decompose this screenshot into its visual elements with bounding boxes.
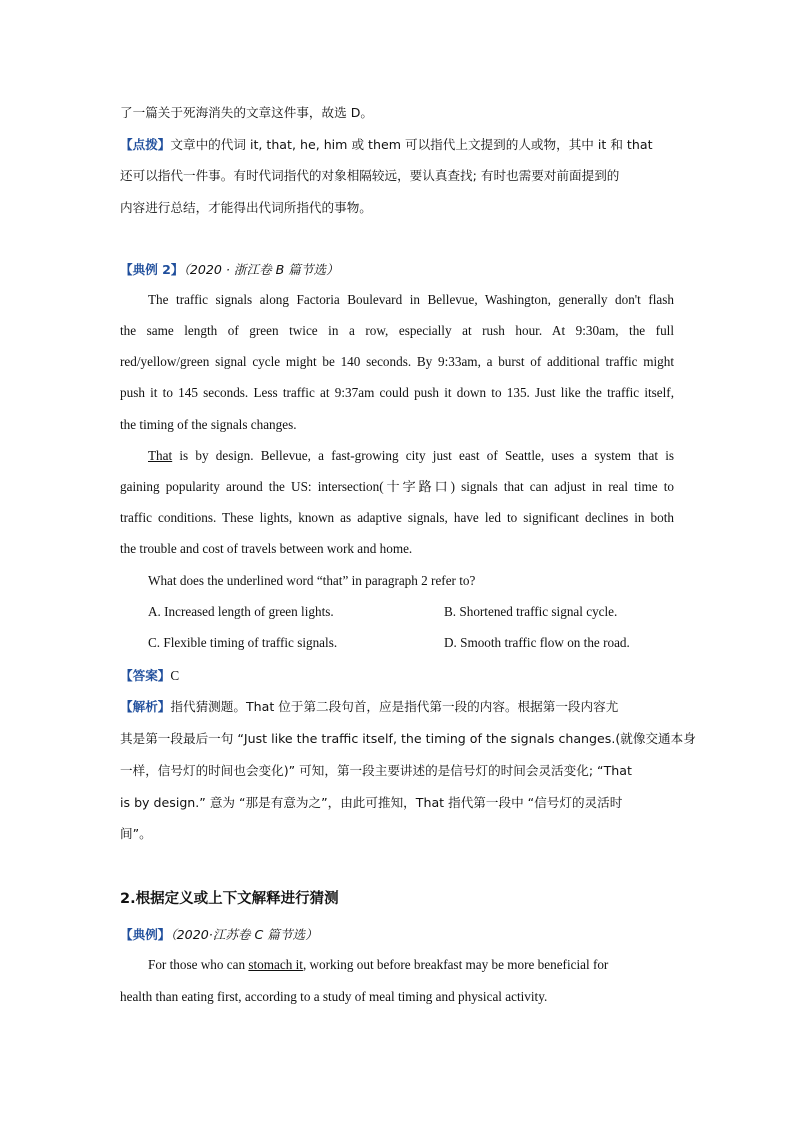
- section-heading: 2.根据定义或上下文解释进行猜测: [120, 891, 339, 907]
- example-header: [120, 926, 318, 944]
- example-text: For those who can: [148, 957, 249, 972]
- paragraph1-line: The traffic signals along Factoria Boulevard in Bellevue, Washington, generally don't flash: [148, 292, 674, 307]
- example-paragraph-line: health than eating first, according to a study of meal timing and physical activity.: [120, 989, 548, 1004]
- tip-text: 文章中的代词 it, that, he, him 或 them 可以指代上文提到的人或物，其中 it 和 that: [170, 137, 653, 152]
- paragraph2-line: the trouble and cost of travels between work and home.: [120, 541, 413, 556]
- paragraph2-text: is by design. Bellevue, a fast-growing city just east of Seattle, uses a system that is: [172, 448, 674, 463]
- text-line: 了一篇关于死海消失的文章这件事，故选 D。: [120, 105, 373, 120]
- example-tag: 【典例】: [120, 927, 171, 942]
- option-a: A. Increased length of green lights.: [148, 604, 334, 619]
- example-paragraph-line: [148, 956, 608, 974]
- analysis-line: 一样，信号灯的时间也会变化)” 可知，第一段主要讲述的是信号灯的时间会灵活变化; “That: [120, 763, 632, 778]
- underlined-word: That: [148, 448, 173, 463]
- analysis-line: [120, 698, 618, 716]
- paragraph2-line: [148, 447, 674, 465]
- answer-value: C: [170, 668, 180, 683]
- analysis-text: 指代猜测题。That 位于第二段句首，应是指代第一段的内容。根据第一段内容尤: [170, 699, 619, 714]
- tip-line: [120, 136, 653, 154]
- example-text: , working out before breakfast may be more beneficial for: [302, 957, 609, 972]
- tip-tag: 【点拨】: [120, 137, 171, 152]
- analysis-line: 间”。: [120, 826, 152, 841]
- option-d: D. Smooth traffic flow on the road.: [444, 635, 630, 650]
- answer-tag: 【答案】: [120, 668, 171, 683]
- example-source: （2020·江苏卷 C 篇节选）: [170, 927, 318, 942]
- analysis-tag: 【解析】: [120, 699, 171, 714]
- paragraph1-line: red/yellow/green signal cycle might be 140 seconds. By 9:33am, a burst of additional traffic might: [120, 354, 674, 369]
- analysis-line: is by design.” 意为 “那是有意为之”，由此可推知，That 指代第一段中 “信号灯的灵活时: [120, 795, 623, 810]
- example2-tag: 【典例 2】: [120, 262, 184, 277]
- analysis-line: 其是第一段最后一句 “Just like the traffic itself, the timing of the signals changes.(就像交通本身: [120, 731, 696, 746]
- question: What does the underlined word “that” in paragraph 2 refer to?: [148, 573, 476, 588]
- paragraph2-line: traffic conditions. These lights, known as adaptive signals, have led to significant declines in both: [120, 510, 674, 525]
- option-b: B. Shortened traffic signal cycle.: [444, 604, 618, 619]
- paragraph1-line: push it to 145 seconds. Less traffic at 9:37am could push it down to 135. Just like the traffic itself,: [120, 385, 674, 400]
- example2-source: （2020 · 浙江卷 B 篇节选）: [183, 262, 339, 277]
- text-line: 还可以指代一件事。有时代词指代的对象相隔较远，要认真查找; 有时也需要对前面提到的: [120, 168, 620, 183]
- paragraph2-line: gaining popularity around the US: intersection(十字路口) signals that can adjust in real time to: [120, 479, 674, 494]
- option-c: C. Flexible timing of traffic signals.: [148, 635, 338, 650]
- answer-line: [120, 667, 179, 685]
- text-line: 内容进行总结，才能得出代词所指代的事物。: [120, 200, 372, 215]
- underlined-phrase: stomach it: [248, 957, 303, 972]
- example2-header: [120, 261, 339, 279]
- paragraph1-line: the timing of the signals changes.: [120, 417, 297, 432]
- paragraph1-line: the same length of green twice in a row, especially at rush hour. At 9:30am, the full: [120, 323, 674, 338]
